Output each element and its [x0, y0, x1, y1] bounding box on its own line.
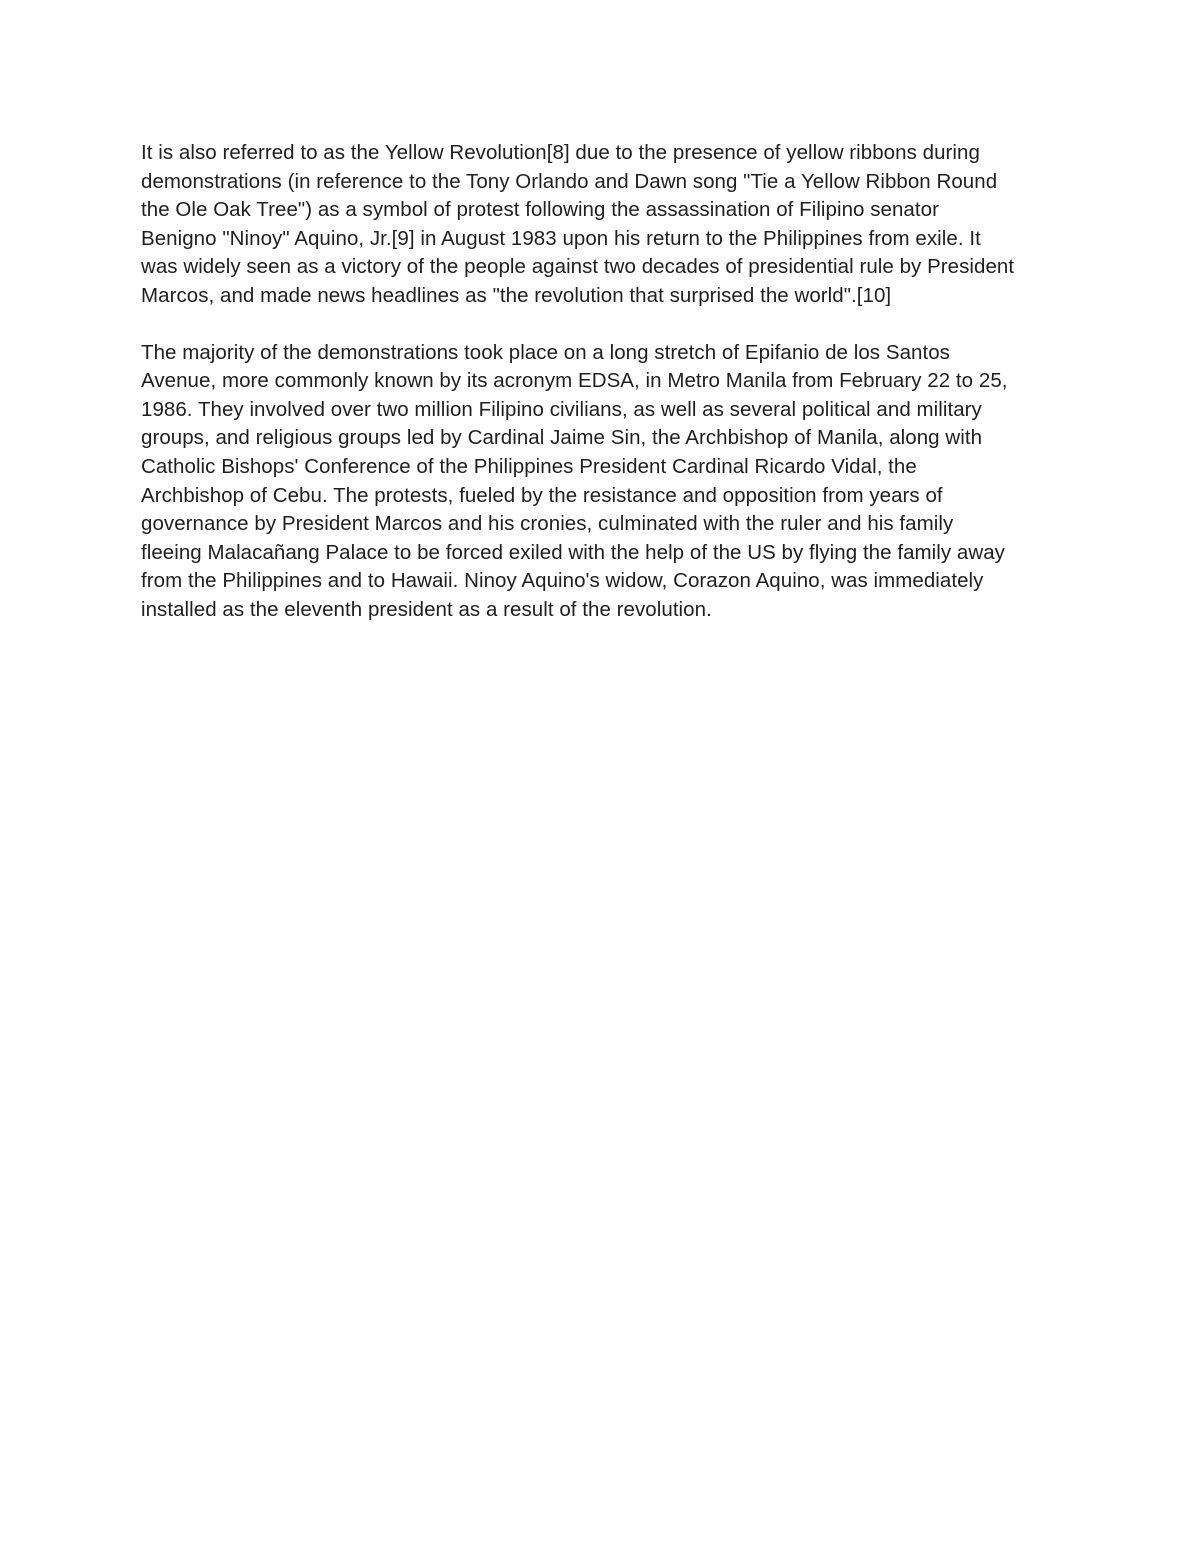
- document-body: [141, 139, 1066, 625]
- text-line: the Ole Oak Tree") as a symbol of protest following the assassination of Filipino senator: [141, 198, 939, 222]
- text-line: groups, and religious groups led by Cardinal Jaime Sin, the Archbishop of Manila, along with: [141, 426, 983, 450]
- text-line: demonstrations (in reference to the Tony Orlando and Dawn song "Tie a Yellow Ribbon Round: [141, 169, 998, 193]
- text-line: fleeing Malacañang Palace to be forced exiled with the help of the US by flying the family away: [141, 540, 1005, 564]
- text-line: installed as the eleventh president as a result of the revolution.: [141, 597, 712, 621]
- text-line: governance by President Marcos and his cronies, culminated with the ruler and his family: [141, 512, 954, 536]
- text-line: Catholic Bishops' Conference of the Philippines President Cardinal Ricardo Vidal, the: [141, 454, 917, 478]
- text-line: Benigno "Ninoy" Aquino, Jr.[9] in August 1983 upon his return to the Philippines from exile. It: [141, 226, 981, 250]
- text-line: Archbishop of Cebu. The protests, fueled by the resistance and opposition from years of: [141, 483, 943, 507]
- text-line: The majority of the demonstrations took place on a long stretch of Epifanio de los Santos: [141, 340, 950, 364]
- paragraph-edsa-demonstrations: [141, 339, 1066, 625]
- text-line: from the Philippines and to Hawaii. Ninoy Aquino's widow, Corazon Aquino, was immediately: [141, 569, 984, 593]
- text-line: It is also referred to as the Yellow Revolution[8] due to the presence of yellow ribbons during: [141, 141, 980, 164]
- text-line: Marcos, and made news headlines as "the revolution that surprised the world".[10]: [141, 283, 892, 307]
- text-line: was widely seen as a victory of the people against two decades of presidential rule by President: [141, 255, 1015, 279]
- text-line: Avenue, more commonly known by its acronym EDSA, in Metro Manila from February 22 to 25,: [141, 369, 1008, 393]
- text-line: 1986. They involved over two million Filipino civilians, as well as several political and military: [141, 397, 982, 421]
- paragraph-spacer: [141, 311, 1066, 339]
- paragraph-yellow-revolution: [141, 139, 1066, 311]
